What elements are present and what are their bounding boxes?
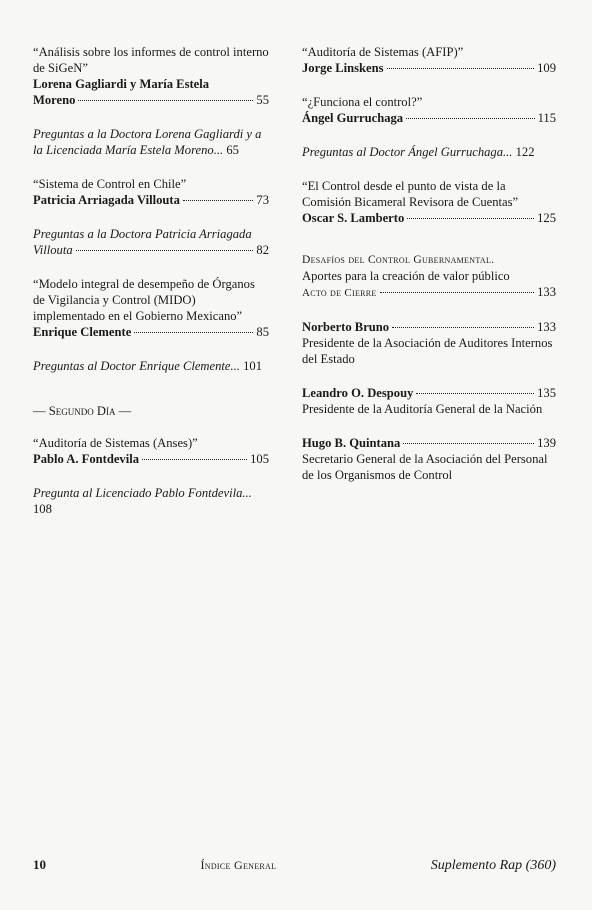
entry-page: 82 — [256, 243, 269, 257]
entry-page: 125 — [537, 211, 556, 225]
entry-page: 115 — [537, 111, 556, 125]
entry-title: “Modelo integral de desempeño de Órganos de Vigilancia y Control (MIDO) implementado en el Gobierno Mexicano” — [33, 277, 255, 323]
toc-entry — [302, 319, 556, 367]
entry-title: Pregunta al Licenciado Pablo Fontdevila... — [33, 486, 252, 500]
entry-title: “Sistema de Control en Chile” — [33, 177, 187, 191]
entry-page: 73 — [256, 193, 269, 207]
publication-title: Suplemento Rap (360) — [430, 858, 556, 873]
entry-title: “Auditoría de Sistemas (Anses)” — [33, 436, 198, 450]
entry-author: Hugo B. Quintana — [302, 436, 401, 450]
entry-title: Preguntas al Doctor Enrique Clemente... — [33, 359, 240, 373]
toc-entry — [302, 178, 556, 226]
entry-page: 133 — [537, 320, 556, 334]
entry-title: “Auditoría de Sistemas (AFIP)” — [302, 45, 464, 59]
entry-title: Preguntas a la Doctora Patricia Arriagada — [33, 227, 252, 241]
section-subtitle: Aportes para la creación de valor público — [302, 269, 510, 283]
entry-page: 65 — [226, 143, 239, 157]
entry-title: Preguntas al Doctor Ángel Gurruchaga... — [302, 145, 513, 159]
entry-author: Oscar S. Lamberto — [302, 211, 405, 225]
toc-entry — [302, 144, 556, 160]
toc-entry — [33, 435, 269, 467]
entry-page: 122 — [515, 145, 535, 159]
left-column — [33, 44, 269, 535]
toc-entry — [33, 126, 269, 158]
toc-entry — [302, 385, 556, 417]
toc-entry — [33, 276, 269, 340]
toc-entry — [33, 226, 269, 258]
entry-page: 133 — [537, 285, 556, 299]
entry-title: “¿Funciona el control?” — [302, 95, 423, 109]
entry-author: Lorena Gagliardi y María Estela — [33, 77, 210, 91]
right-column — [302, 44, 556, 501]
page-footer — [33, 857, 556, 874]
entry-page: 85 — [256, 325, 269, 339]
entry-author: Patricia Arriagada Villouta — [33, 193, 180, 207]
entry-author: Jorge Linskens — [302, 61, 384, 75]
entry-author: Pablo A. Fontdevila — [33, 452, 140, 466]
entry-title: Acto de Cierre — [302, 287, 377, 299]
toc-entry — [302, 44, 556, 76]
entry-description: Presidente de la Asociación de Auditores Internos del Estado — [302, 336, 553, 366]
section-heading: Desafíos del Control Gubernamental. — [302, 254, 495, 266]
entry-page: 135 — [537, 386, 556, 400]
running-title: Índice General — [200, 858, 277, 872]
section-desafios — [302, 252, 556, 301]
entry-page: 105 — [250, 452, 269, 466]
entry-page: 55 — [256, 93, 269, 107]
section-heading: — Segundo Día — — [33, 404, 132, 418]
entry-title: Preguntas a la Doctora Lorena Gagliardi y a la Licenciada María Estela Moreno... — [33, 127, 262, 157]
entry-title: “Análisis sobre los informes de control interno de SiGeN” — [33, 45, 269, 75]
entry-title: “El Control desde el punto de vista de la Comisión Bicameral Revisora de Cuentas” — [302, 179, 519, 209]
entry-author: Ángel Gurruchaga — [302, 111, 404, 125]
entry-page: 109 — [537, 61, 556, 75]
toc-entry — [302, 435, 556, 483]
entry-title: Villouta — [33, 243, 73, 257]
toc-entry — [33, 176, 269, 208]
entry-page: 108 — [33, 502, 52, 516]
entry-description: Secretario General de la Asociación del Personal de los Organismos de Control — [302, 452, 548, 482]
entry-author: Enrique Clemente — [33, 325, 132, 339]
entry-author: Leandro O. Despouy — [302, 386, 414, 400]
page-number: 10 — [33, 857, 46, 872]
entry-page: 101 — [243, 359, 262, 373]
entry-page: 139 — [537, 436, 556, 450]
toc-entry — [33, 358, 269, 374]
entry-author: Moreno — [33, 93, 76, 107]
toc-entry — [302, 94, 556, 126]
toc-entry — [33, 44, 269, 108]
entry-author: Norberto Bruno — [302, 320, 390, 334]
entry-description: Presidente de la Auditoría General de la Nación — [302, 402, 543, 416]
toc-entry — [33, 485, 269, 517]
